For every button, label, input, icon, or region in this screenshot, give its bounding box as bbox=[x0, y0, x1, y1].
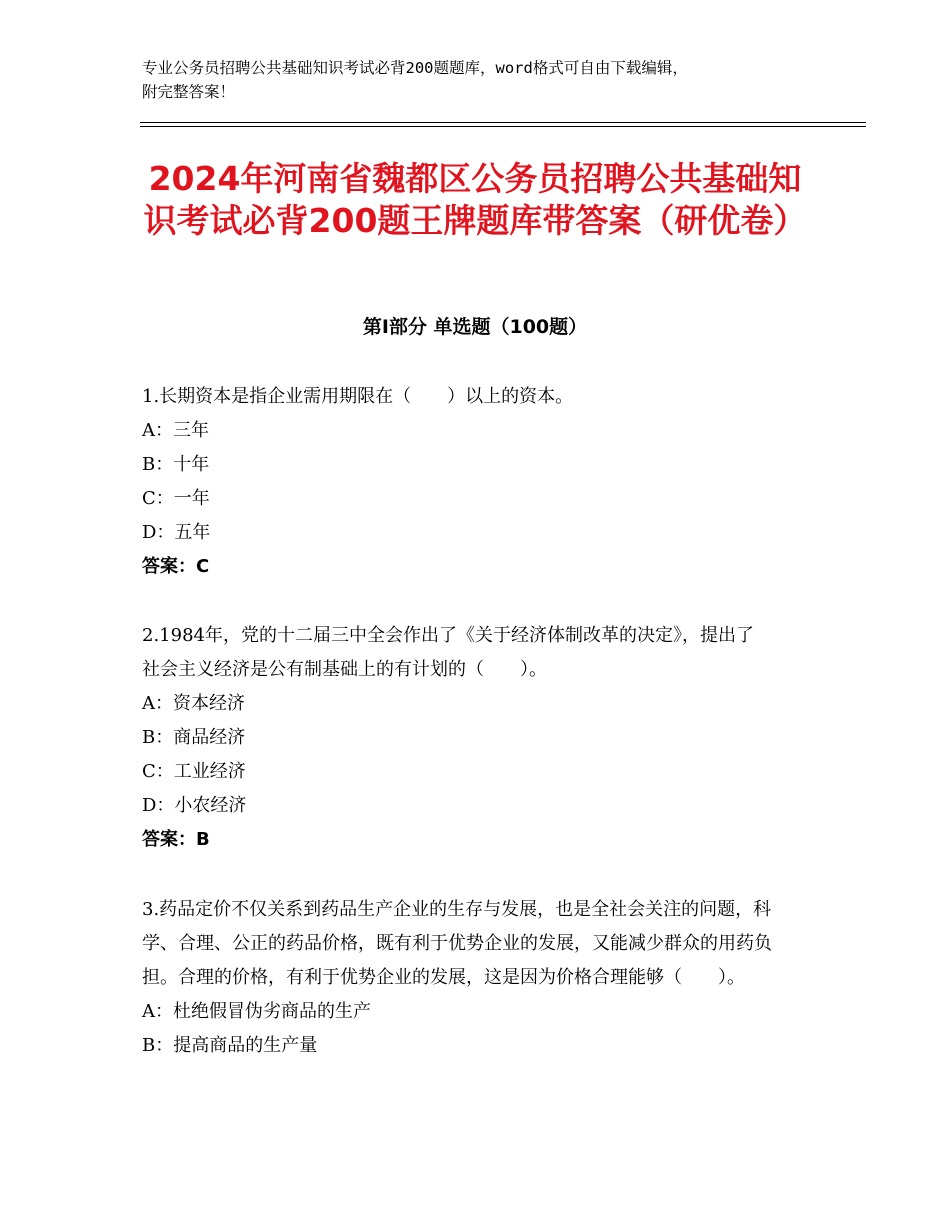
option-c: C：工业经济 bbox=[142, 761, 246, 782]
option-b: B：十年 bbox=[142, 454, 210, 475]
option-a: A：杜绝假冒伪劣商品的生产 bbox=[142, 1001, 371, 1022]
header-rule-thick bbox=[140, 122, 866, 123]
option-d: D：小农经济 bbox=[142, 795, 247, 816]
option-a: A：三年 bbox=[142, 420, 209, 441]
header-rule-thin bbox=[140, 126, 866, 127]
option-b: B：商品经济 bbox=[142, 727, 246, 748]
question-stem: 1.长期资本是指企业需用期限在（ ）以上的资本。 bbox=[142, 386, 574, 407]
section-heading: 第I部分 单选题（100题） bbox=[362, 316, 588, 338]
answer: 答案：B bbox=[142, 829, 210, 850]
answer: 答案：C bbox=[142, 556, 210, 577]
question-stem: 2.1984年，党的十二届三中全会作出了《关于经济体制改革的决定》，提出了社会主义经济是公有制基础上的有计划的（ ）。 bbox=[142, 625, 754, 680]
option-c: C：一年 bbox=[142, 488, 210, 509]
option-b: B：提高商品的生产量 bbox=[142, 1035, 318, 1056]
document-title: 2024年河南省魏都区公务员招聘公共基础知识考试必背200题王牌题库带答案（研优卷） bbox=[143, 159, 807, 240]
header-line-2: 附完整答案！ bbox=[142, 83, 236, 101]
question-2 bbox=[142, 619, 762, 857]
question-stem: 3.药品定价不仅关系到药品生产企业的生存与发展，也是全社会关注的问题，科学、合理、公正的药品价格，既有利于优势企业的发展，又能减少群众的用药负担。合理的价格，有利于优势企业的发展，这是因为价格合理能够（ ）。 bbox=[142, 899, 772, 988]
option-a: A：资本经济 bbox=[142, 693, 245, 714]
option-d: D：五年 bbox=[142, 522, 211, 543]
document-header bbox=[142, 56, 822, 104]
question-3 bbox=[142, 893, 802, 1063]
question-1 bbox=[142, 380, 802, 584]
header-line-1: 专业公务员招聘公共基础知识考试必背200题题库，word格式可自由下载编辑， bbox=[142, 59, 688, 77]
